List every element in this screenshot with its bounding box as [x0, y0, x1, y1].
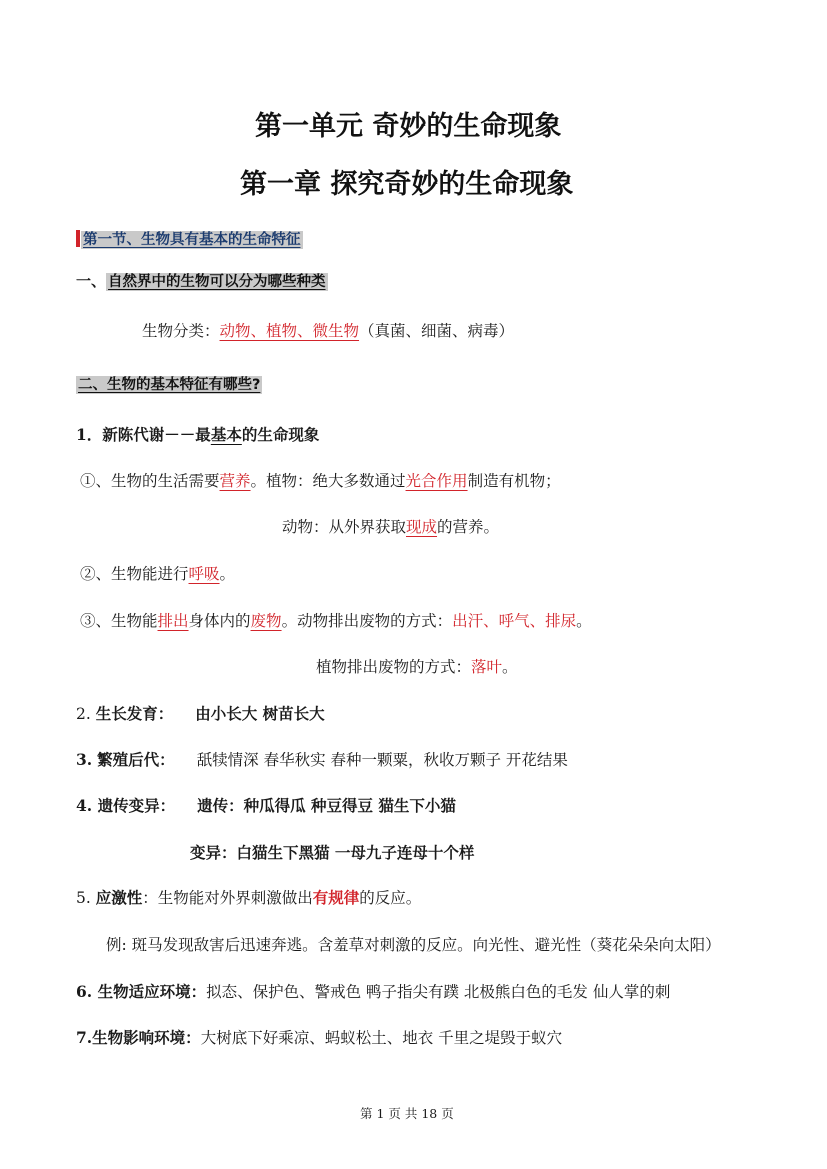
item-7: 7.生物影响环境：大树底下好乘凉、蚂蚁松土、地衣 千里之堤毁于蚁穴 — [76, 1028, 563, 1047]
classification-value: 动物、植物、微生物 — [219, 322, 360, 340]
classification-note: （真菌、细菌、病毒） — [359, 322, 515, 340]
animal-excretion-ways: 出汗、呼气、排尿 — [452, 612, 577, 630]
question-2-heading: 二、生物的基本特征有哪些? — [78, 377, 261, 393]
leaf-fall-term: 落叶 — [471, 658, 503, 676]
item-1-line-5: 植物排出废物的方式：落叶。 — [316, 658, 518, 676]
classification-label: 生物分类： — [142, 322, 220, 340]
unit-title: 第一单元 奇妙的生命现象 — [255, 111, 562, 142]
nutrition-term: 营养 — [219, 472, 251, 490]
question-1 — [76, 270, 328, 291]
item-4: 4. 遗传变异： 遗传：种瓜得瓜 种豆得豆 猫生下小猫 — [76, 796, 456, 815]
section-heading-text: 第一节、生物具有基本的生命特征 — [83, 232, 301, 248]
item-5: 5. 应激性：生物能对外界刺激做出有规律的反应。 — [76, 888, 422, 907]
breathing-term: 呼吸 — [188, 565, 220, 583]
item-1-key: 基本 — [210, 425, 242, 444]
page-footer: 第 1 页 共 18 页 — [360, 1106, 454, 1121]
section-heading — [76, 228, 303, 249]
item-1-line-3: ②、生物能进行呼吸。 — [80, 565, 236, 583]
question-1-heading: 自然界中的生物可以分为哪些种类 — [108, 274, 326, 290]
chapter-title: 第一章 探究奇妙的生命现象 — [240, 169, 574, 200]
item-1-heading — [76, 423, 319, 445]
item-2: 2. 生长发育： 由小长大 树苗长大 — [76, 704, 325, 723]
ready-made-term: 现成 — [406, 518, 438, 536]
regular-term: 有规律 — [312, 888, 360, 907]
item-1-pre: 新陈代谢－－最 — [102, 425, 211, 444]
item-1-line-4: ③、生物能排出身体内的废物。动物排出废物的方式：出汗、呼气、排尿。 — [80, 612, 592, 630]
item-5-example: 例: 斑马发现敌害后迅速奔逃。含羞草对刺激的反应。向光性、避光性（葵花朵朵向太阳） — [106, 936, 721, 954]
photosynthesis-term: 光合作用 — [405, 472, 468, 490]
item-1-number: 1． — [76, 425, 103, 444]
item-1-line-1: ①、生物的生活需要营养。植物：绝大多数通过光合作用制造有机物； — [80, 472, 561, 490]
section-marker — [76, 230, 80, 247]
item-3: 3. 繁殖后代： 舐犊情深 春华秋实 春种一颗粟，秋收万颗子 开花结果 — [76, 750, 568, 769]
item-4-variation: 变异：白猫生下黑猫 一母九子连母十个样 — [190, 843, 475, 862]
excrete-term: 排出 — [157, 612, 189, 630]
question-1-prefix: 一、 — [76, 272, 107, 290]
question-2 — [76, 373, 262, 394]
classification-line — [142, 319, 514, 341]
item-6: 6. 生物适应环境：拟态、保护色、警戒色 鸭子指尖有蹼 北极熊白色的毛发 仙人掌的刺 — [76, 982, 671, 1001]
item-1-line-2: 动物：从外界获取现成的营养。 — [282, 518, 500, 536]
item-1-post: 的生命现象 — [241, 425, 320, 444]
waste-term: 废物 — [250, 612, 282, 630]
